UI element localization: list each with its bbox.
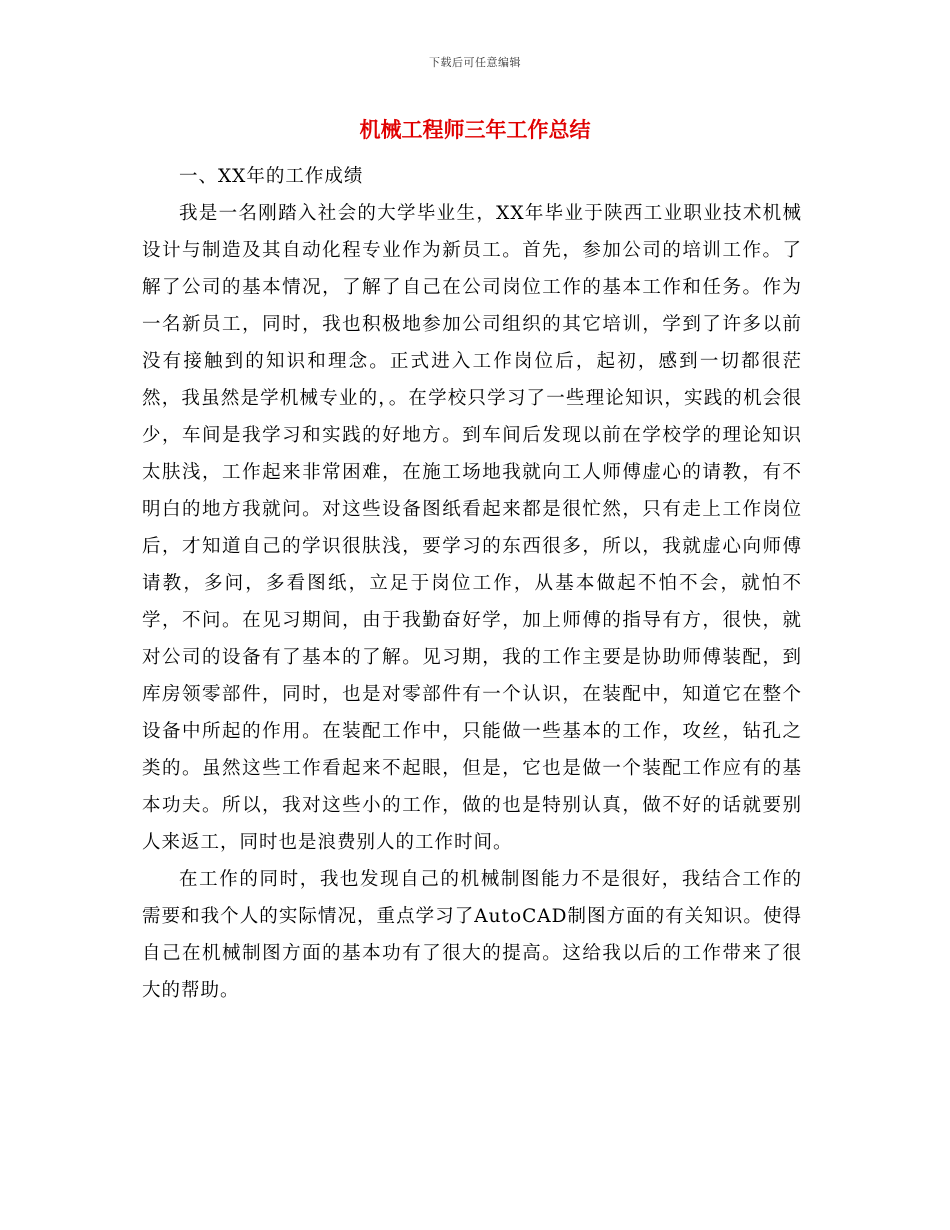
paragraph-2: 在工作的同时，我也发现自己的机械制图能力不是很好，我结合工作的需要和我个人的实际情况，重点学习了AutoCAD制图方面的有关知识。使得自己在机械制图方面的基本功有了很大的提高。这给我以后的工作带来了很大的帮助。: [142, 869, 802, 1001]
document-body: [142, 158, 802, 1009]
page-header: 下载后可任意编辑: [429, 56, 521, 69]
document-title: 机械工程师三年工作总结: [359, 118, 591, 142]
section-heading: 一、XX年的工作成绩: [179, 166, 364, 187]
paragraph-1: 我是一名刚踏入社会的大学毕业生，XX年毕业于陕西工业职业技术机械设计与制造及其自动化程专业作为新员工。首先，参加公司的培训工作。了解了公司的基本情况，了解了自己在公司岗位工作的基本工作和任务。作为一名新员工，同时，我也积极地参加公司组织的其它培训，学到了许多以前没有接触到的知识和理念。正式进入工作岗位后，起初，感到一切都很茫然，我虽然是学机械专业的，。在学校只学习了一些理论知识，实践的机会很少，车间是我学习和实践的好地方。到车间后发现以前在学校学的理论知识太肤浅，工作起来非常困难，在施工场地我就向工人师傅虚心的请教，有不明白的地方我就问。对这些设备图纸看起来都是很忙然，只有走上工作岗位后，才知道自己的学识很肤浅，要学习的东西很多，所以，我就虚心向师傅请教，多问，多看图纸，立足于岗位工作，从基本做起不怕不会，就怕不学，不问。在见习期间，由于我勤奋好学，加上师傅的指导有方，很快，就对公司的设备有了基本的了解。见习期，我的工作主要是协助师傅装配，到库房领零部件，同时，也是对零部件有一个认识，在装配中，知道它在整个设备中所起的作用。在装配工作中，只能做一些基本的工作，攻丝，钻孔之类的。虽然这些工作看起来不起眼，但是，它也是做一个装配工作应有的基本功夫。所以，我对这些小的工作，做的也是特别认真，做不好的话就要别人来返工，同时也是浪费别人的工作时间。: [142, 203, 802, 853]
